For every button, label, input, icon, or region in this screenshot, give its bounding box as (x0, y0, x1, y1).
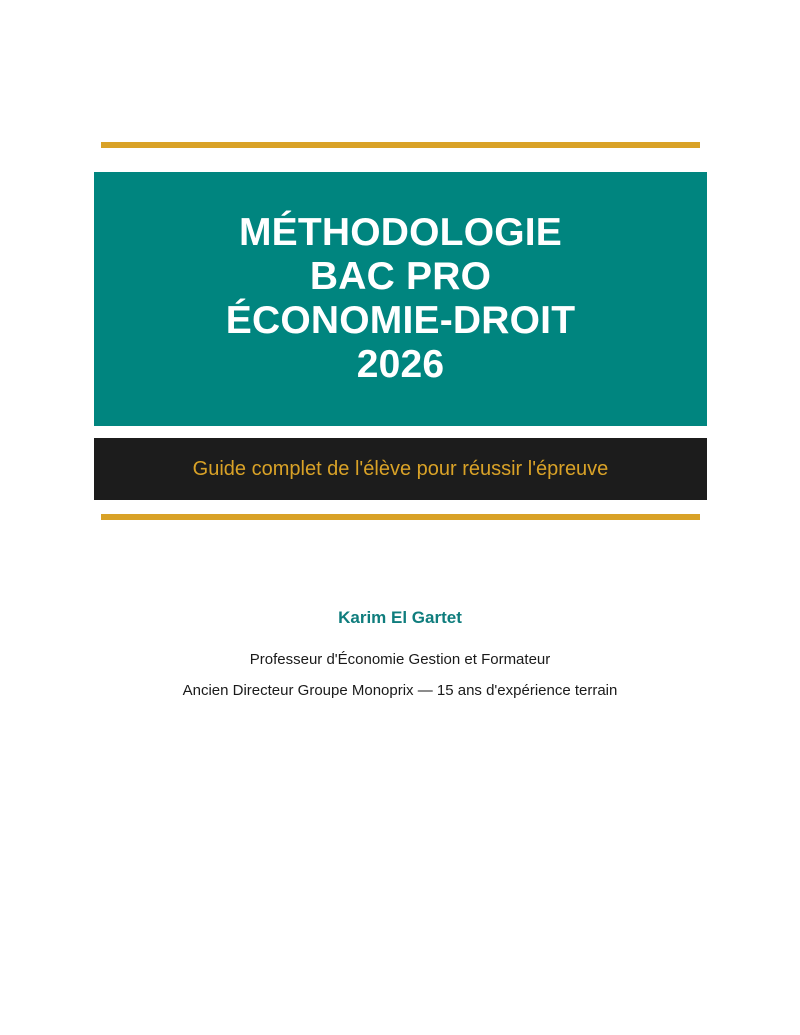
author-block (0, 606, 800, 702)
author-bio: Ancien Directeur Groupe Monoprix — 15 ans d'expérience terrain (182, 682, 618, 699)
title-block (94, 172, 707, 426)
title-line-1: MÉTHODOLOGIE (238, 211, 563, 254)
title-line-2: BAC PRO (309, 255, 492, 298)
subtitle-bar (94, 438, 707, 500)
top-gold-rule (101, 142, 700, 148)
cover-subtitle: Guide complet de l'élève pour réussir l'épreuve (192, 458, 609, 480)
author-role: Professeur d'Économie Gestion et Formateur (249, 651, 551, 668)
author-name: Karim El Gartet (338, 608, 462, 627)
title-line-4: 2026 (356, 343, 445, 386)
bottom-gold-rule (101, 514, 700, 520)
title-line-3: ÉCONOMIE-DROIT (225, 299, 576, 342)
